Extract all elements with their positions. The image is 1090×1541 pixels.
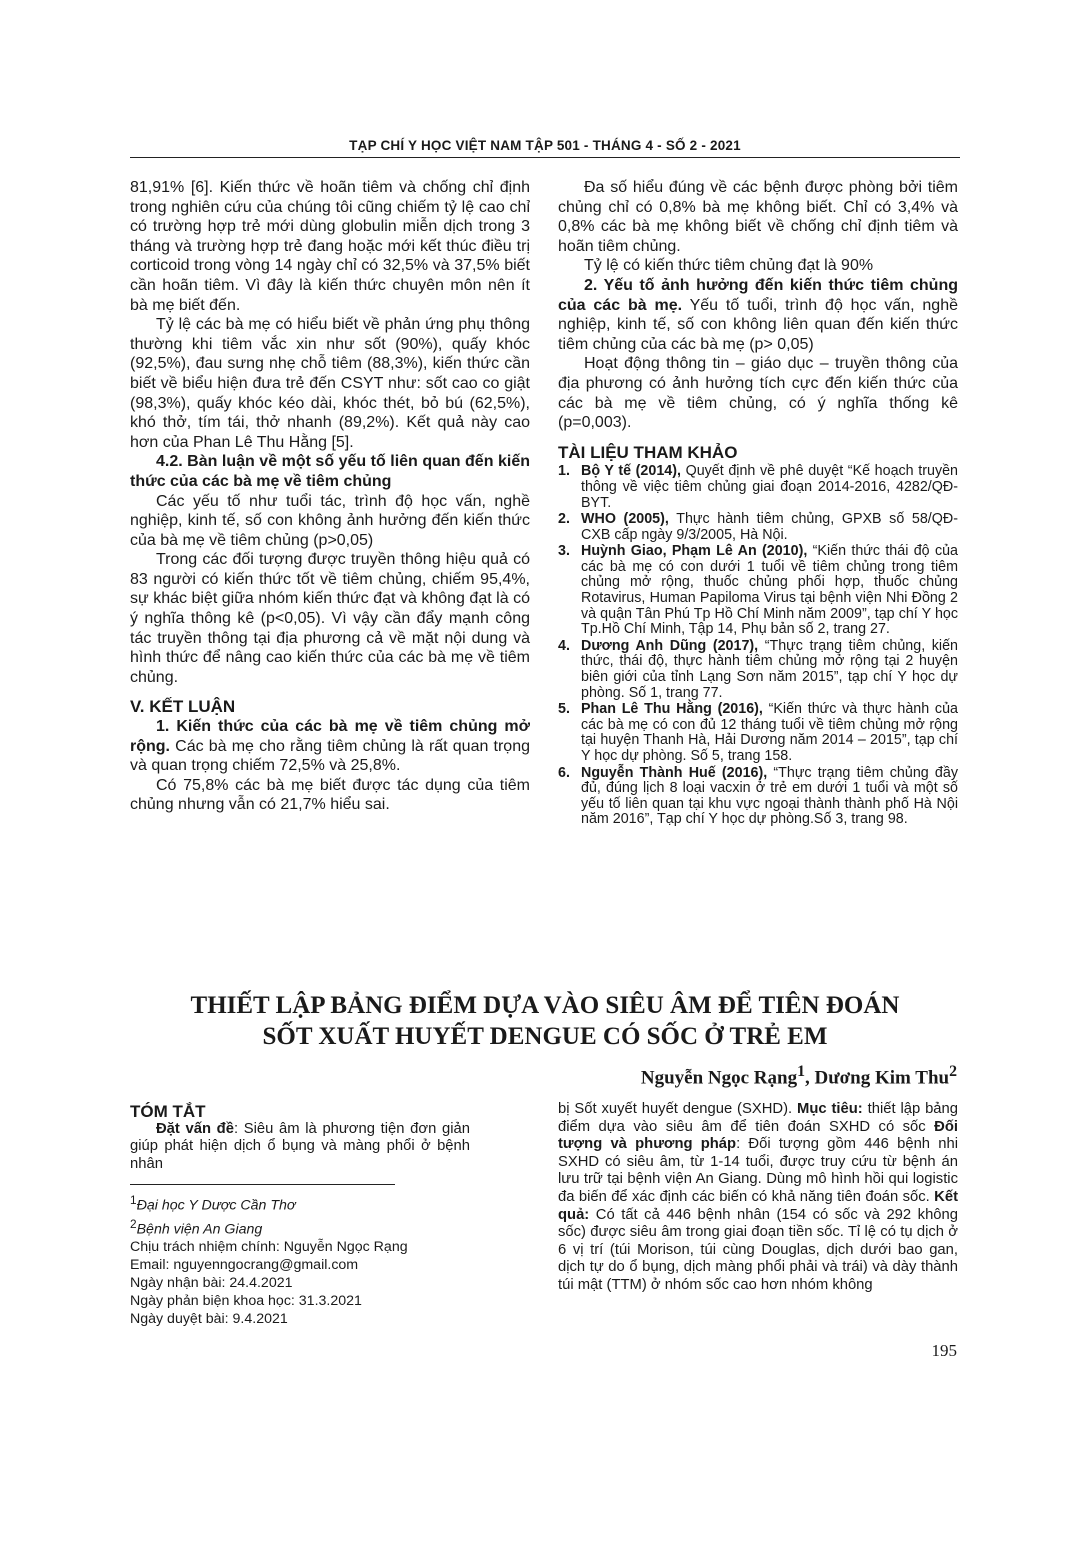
author-name: Dương Kim Thu <box>814 1067 950 1089</box>
date-received: Ngày nhận bài: 24.4.2021 <box>130 1275 293 1292</box>
reference-item <box>558 766 958 828</box>
reference-text: “Kiến thức thái độ của các bà mẹ có con dưới 1 tuổi về tiêm chủng trong tiêm chủng mở rộng, thuốc chủng phối hợp, thuốc chủng Rotavirus, Human Papiloma Virus tại bệnh viện Nhi Đồng 2 và quận Tân Phú Tp Hồ Chí Minh năm 2009”, tạp chí Y học Tp.Hồ Chí Minh, Tập 14, Phụ bản số 2, trang 27. <box>581 543 959 638</box>
paragraph <box>130 717 530 776</box>
author-separator: , <box>805 1067 815 1089</box>
bold-label: Mục tiêu: <box>797 1101 863 1117</box>
reference-author: Nguyễn Thành Huế (2016), <box>581 764 768 781</box>
email: Email: nguyenngocrang@gmail.com <box>130 1257 359 1274</box>
header-rule <box>130 157 960 158</box>
paragraph-text: Yếu tố tuổi, trình độ học vấn, nghề nghiệp, kinh tế, số con không liên quan đến kiến thức tiêm chủng của các bà mẹ (p> 0,05) <box>558 296 959 353</box>
affiliation-text: Bệnh viện An Giang <box>136 1221 263 1238</box>
reference-item <box>558 544 958 638</box>
abstract-text: thiết lập bảng điểm dựa vào siêu âm để tiên đoán SXHD có sốc <box>558 1101 958 1135</box>
paragraph: Trong các đối tượng được truyền thông hiệu quả có 83 người có kiến thức tốt về tiêm chủng, chiếm 95,4%, sự khác biệt giữa nhóm kiến thức đạt và không đạt là có ý nghĩa thông kê (p<0,05). Vì vậy cần đẩy mạnh công tác truyền thông tại địa phương cả về mặt nội dung và hình thức để nâng cao kiến thức của các bà mẹ về tiêm chủng. <box>130 551 530 686</box>
footnotes <box>130 1191 460 1328</box>
section-heading-conclusion: V. KẾT LUẬN <box>130 697 236 717</box>
affiliation-text: Đại học Y Dược Cần Thơ <box>136 1197 296 1214</box>
affiliation-1 <box>130 1191 460 1215</box>
reference-number: 2. <box>558 511 570 528</box>
reference-text: “Kiến thức và thực hành của các bà mẹ có con đủ 12 tháng tuổi về tiêm chủng mở rộng tại huyện Thanh Hà, Hải Dương năm 2014 – 2015”, tạp chí Y học dự phòng. Số 5, trang 158. <box>581 701 958 764</box>
right-column <box>558 178 958 829</box>
reference-number: 3. <box>558 543 570 560</box>
reference-author: WHO (2005), <box>581 511 669 528</box>
bold-lead: 1. Kiến thức của các bà mẹ về tiêm chủng mở rộng. <box>130 718 530 755</box>
date-reviewed: Ngày phản biện khoa học: 31.3.2021 <box>130 1293 362 1310</box>
affiliation-mark: 2 <box>949 1063 957 1080</box>
reference-author: Dương Anh Dũng (2017), <box>581 637 759 654</box>
bold-label: Đặt vấn đề <box>156 1120 234 1137</box>
paragraph <box>558 276 958 354</box>
reference-author: Bộ Y tế (2014), <box>581 463 681 480</box>
affiliation-2 <box>130 1215 460 1239</box>
footnote-rule <box>130 1184 395 1185</box>
bold-lead: 2. Yếu tố ảnh hưởng đến kiến thức tiêm chủng của các bà mẹ. <box>558 276 958 314</box>
reference-list <box>558 464 958 828</box>
abstract-text: bị Sốt xuyết huyết dengue (SXHD). <box>558 1101 798 1117</box>
bold-label: Đối tượng và phương pháp <box>558 1118 958 1153</box>
reference-number: 5. <box>558 701 570 718</box>
reference-text: Thực hành tiêm chủng, GPXB số 58/QĐ-CXB cấp ngày 9/3/2005, Hà Nội. <box>581 511 958 543</box>
paragraph: Đa số hiểu đúng về các bệnh được phòng bởi tiêm chủng chỉ có 0,8% bà mẹ không biết. Chỉ có 3,4% và 0,8% các bà mẹ không biết về chống chỉ định tiêm và hoãn tiêm chủng. <box>558 179 958 255</box>
abstract-left <box>130 1103 470 1173</box>
reference-text: “Thực trạng tiêm chủng đầy đủ, đúng lịch 8 loại vacxin ở trẻ em dưới 1 tuổi và một số yếu tố liên quan tại khu vực ngoại thành thành phố Hà Nội năm 2016”, Tạp chí Y học dự phòng.Số 3, trang 98. <box>581 764 958 828</box>
abstract-text: : Đối tượng gồm 446 bệnh nhi SXHD có siêu âm, từ 1-14 tuổi, được truy cứu từ bệnh án lưu trữ tại bệnh viện An Giang. Dùng mô hình hồi qui logistic đa biến để xác định các biến có khả năng tiên đoán sốc. <box>558 1136 958 1205</box>
page-number: 195 <box>931 1341 957 1360</box>
reference-text: Quyết định về phê duyệt “Kế hoạch truyền thông về việc tiêm chủng giai đoạn 2014-2016, 4282/QĐ-BYT. <box>581 463 958 511</box>
bold-label: Kết quả: <box>558 1188 958 1223</box>
section-heading-4-2: 4.2. Bàn luận về một số yếu tố liên quan đến kiến thức của các bà mẹ về tiêm chủng <box>130 453 530 490</box>
left-column <box>130 178 530 815</box>
reference-item <box>558 639 958 701</box>
author-name: Nguyễn Ngọc Rạng <box>640 1067 798 1089</box>
article-title <box>130 990 960 1052</box>
abstract-right <box>558 1101 958 1295</box>
reference-text: “Thực trạng tiêm chủng, kiến thức, thái độ, thực hành tiêm chủng mở rộng tại 2 huyện biên giới của tỉnh Lạng Sơn năm 2015”, tạp chí Y học dự phòng. Số 1, trang 77. <box>581 637 958 701</box>
reference-number: 6. <box>558 764 570 781</box>
paragraph: Hoạt động thông tin – giáo dục – truyền thông của địa phương có ảnh hưởng tích cực đến kiến thức của các bà mẹ về tiêm chủng, có ý nghĩa thống kê (p=0,003). <box>558 355 958 432</box>
paragraph: Tỷ lệ các bà mẹ có hiểu biết về phản ứng phụ thông thường khi tiêm vắc xin như sốt (90%), quấy khóc (92,5%), đau sưng nhẹ chỗ tiêm (88,3%), kiến thức cần biết về biểu hiện đưa trẻ đến CSYT như: sốt cao co giật (98,3%), quấy khóc kéo dài, khóc thét, bỏ bú (62,5%), khó thở, tím tái, thở nhanh (89,2%). Kết quả này cao hơn của Phan Lê Thu Hằng [5]. <box>130 316 530 451</box>
reference-item <box>558 512 958 543</box>
abstract-text: : Siêu âm là phương tiện đơn giản giúp phát hiện dịch ổ bụng và màng phổi ở bệnh nhân <box>130 1120 470 1172</box>
title-line: SỐT XUẤT HUYẾT DENGUE CÓ SỐC Ở TRẺ EM <box>262 1023 828 1050</box>
references-heading: TÀI LIỆU THAM KHẢO <box>558 442 738 462</box>
reference-author: Huỳnh Giao, Phạm Lê An (2010), <box>581 543 808 560</box>
reference-number: 4. <box>558 637 570 654</box>
affiliation-mark: 1 <box>130 1193 137 1207</box>
abstract-text: Có tất cả 446 bệnh nhân (154 có sốc và 292 không sốc) được siêu âm trong giai đoạn tiền sốc. Tỉ lệ có tụ dịch ở 6 vị trí (túi Morison, túi cùng Douglas, dịch dưới bao gan, dịch tự do ổ bụng, dịch màng phổi phải và trái) và dày thành túi mật (TTM) ở nhóm sốc cao hơn nhóm không <box>558 1206 958 1293</box>
title-line: THIẾT LẬP BẢNG ĐIỂM DỰA VÀO SIÊU ÂM ĐỂ TIÊN ĐOÁN <box>190 992 900 1019</box>
paragraph: Các yếu tố như tuổi tác, trình độ học vấn, nghề nghiệp, kinh tế, số con không ảnh hưởng đến kiến thức của bà mẹ về tiêm chủng (p>0,05) <box>130 492 530 549</box>
journal-header: TẠP CHÍ Y HỌC VIỆT NAM TẬP 501 - THÁNG 4 - SỐ 2 - 2021 <box>349 138 741 153</box>
abstract-paragraph <box>130 1121 470 1174</box>
paragraph-text: Các bà mẹ cho rằng tiêm chủng là rất quan trọng và quan trọng chiếm 72,5% và 25,8%. <box>130 737 530 775</box>
paragraph: Tỷ lệ có kiến thức tiêm chủng đạt là 90% <box>584 257 874 275</box>
date-accepted: Ngày duyệt bài: 9.4.2021 <box>130 1311 288 1328</box>
corresponding-author: Chịu trách nhiệm chính: Nguyễn Ngọc Rạng <box>130 1239 408 1256</box>
affiliation-mark: 2 <box>130 1216 137 1231</box>
affiliation-mark: 1 <box>797 1063 806 1080</box>
reference-item <box>558 464 958 511</box>
abstract-paragraph <box>558 1101 958 1295</box>
paragraph: 81,91% [6]. Kiến thức về hoãn tiêm và chống chỉ định trong nghiên cứu của chúng tôi cũng chiếm tỷ lệ cao chỉ có trường hợp trẻ mới dùng globulin miễn dịch trong 3 tháng và trường hợp trẻ đang hoặc mới kết thúc điều trị corticoid trong vòng 14 ngày chỉ có 32,5% và 37,5% biết cần hoãn tiêm. Vì đây là kiến thức chuyên môn nên ít bà mẹ biết đến. <box>130 179 530 314</box>
abstract-heading: TÓM TẮT <box>130 1102 206 1121</box>
reference-item <box>558 702 958 764</box>
paragraph: Có 75,8% các bà mẹ biết được tác dụng của tiêm chủng nhưng vẫn có 21,7% hiểu sai. <box>130 776 530 814</box>
reference-author: Phan Lê Thu Hằng (2016), <box>581 701 763 718</box>
author-line <box>641 1063 957 1089</box>
reference-number: 1. <box>558 463 570 480</box>
